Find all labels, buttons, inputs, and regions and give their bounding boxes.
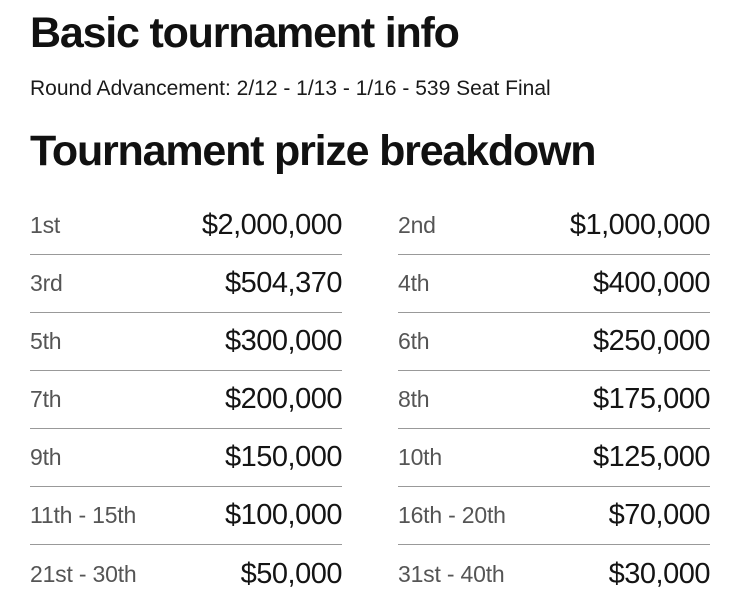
prize-value: $30,000 xyxy=(608,557,710,590)
prize-value: $2,000,000 xyxy=(201,209,342,242)
rank-label: 31st - 40th xyxy=(398,560,505,587)
prize-value: $150,000 xyxy=(225,441,342,474)
rank-label: 21st - 30th xyxy=(30,560,137,587)
rank-label: 5th xyxy=(30,328,62,355)
prize-value: $200,000 xyxy=(225,383,342,416)
rank-label: 4th xyxy=(398,270,430,297)
rank-label: 2nd xyxy=(398,212,436,239)
rank-label: 3rd xyxy=(30,270,63,297)
prize-row xyxy=(30,545,342,603)
rank-label: 16th - 20th xyxy=(398,502,506,529)
prize-value: $175,000 xyxy=(593,383,710,416)
rank-label: 1st xyxy=(30,212,61,239)
rank-label: 9th xyxy=(30,444,62,471)
page-title: Basic tournament info xyxy=(30,9,459,57)
prize-value: $125,000 xyxy=(593,441,710,474)
prize-row xyxy=(398,255,710,313)
prize-row xyxy=(398,371,710,429)
prize-row xyxy=(398,487,710,545)
prize-value: $504,370 xyxy=(225,267,342,300)
rank-label: 10th xyxy=(398,444,442,471)
prize-value: $100,000 xyxy=(225,499,342,532)
prize-value: $1,000,000 xyxy=(569,209,710,242)
prize-row xyxy=(398,313,710,371)
prize-value: $400,000 xyxy=(593,267,710,300)
prize-row xyxy=(30,487,342,545)
rank-label: 6th xyxy=(398,328,430,355)
prize-row xyxy=(30,313,342,371)
prize-value: $70,000 xyxy=(608,499,710,532)
prize-row xyxy=(30,429,342,487)
prize-row xyxy=(30,371,342,429)
round-advancement-text: Round Advancement: 2/12 - 1/13 - 1/16 - 539 Seat Final xyxy=(30,76,551,100)
rank-label: 8th xyxy=(398,386,430,413)
prize-row xyxy=(398,197,710,255)
section-title-prize-breakdown: Tournament prize breakdown xyxy=(30,126,596,175)
prize-value: $50,000 xyxy=(240,557,342,590)
prize-table xyxy=(30,197,710,603)
prize-value: $300,000 xyxy=(225,325,342,358)
prize-row xyxy=(398,545,710,603)
prize-row xyxy=(30,255,342,313)
prize-row xyxy=(398,429,710,487)
rank-label: 11th - 15th xyxy=(30,502,137,529)
prize-value: $250,000 xyxy=(593,325,710,358)
prize-row xyxy=(30,197,342,255)
rank-label: 7th xyxy=(30,386,62,413)
